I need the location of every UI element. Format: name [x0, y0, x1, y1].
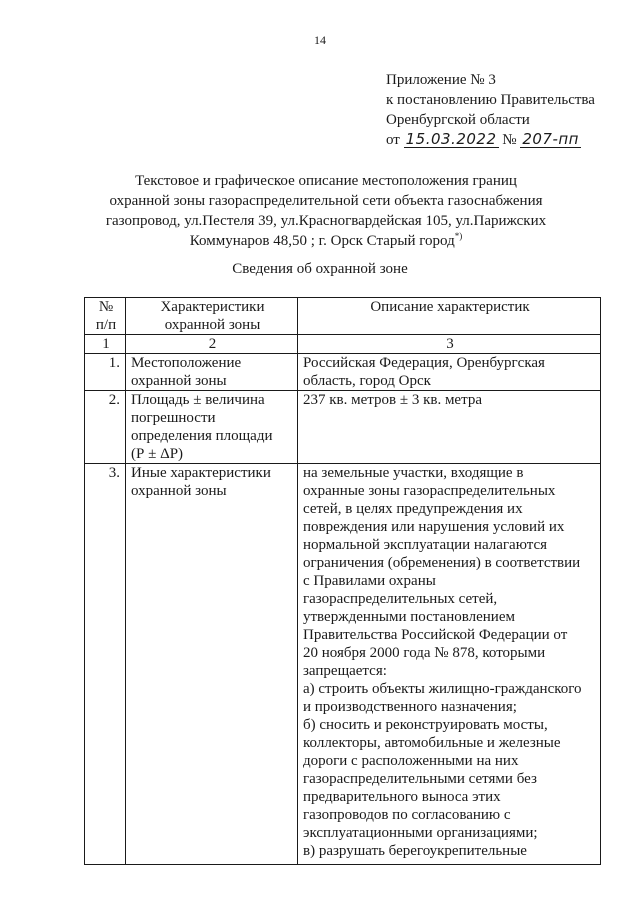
row-description: Российская Федерация, Оренбургская область, город Орск: [298, 354, 601, 391]
header-num: № п/п: [85, 298, 126, 335]
row-description: 237 кв. метров ± 3 кв. метра: [298, 391, 601, 464]
row-characteristic: Иные характеристики охранной зоны: [126, 464, 298, 865]
protection-zone-table: [84, 297, 601, 865]
row-number: 1.: [85, 354, 126, 391]
row-characteristic: Площадь ± величина погрешности определения площади (Р ± ΔР): [126, 391, 298, 464]
number-label: №: [502, 132, 517, 148]
row-number: 2.: [85, 391, 126, 464]
handwritten-date: 15.03.2022: [405, 130, 497, 148]
column-number-1: 1: [85, 335, 126, 354]
table-row: [85, 464, 601, 865]
appendix-line-1: Приложение № 3: [386, 72, 496, 88]
column-number-3: 3: [298, 335, 601, 354]
appendix-line-2: к постановлению Правительства: [386, 92, 595, 108]
page-number: 14: [314, 33, 326, 47]
row-characteristic: Местоположение охранной зоны: [126, 354, 298, 391]
appendix-line-3: Оренбургской области: [386, 112, 530, 128]
appendix-block: [386, 70, 595, 150]
title-line-3: газопровод, ул.Пестеля 39, ул.Красногвардейская 105, ул.Парижских: [105, 213, 547, 229]
from-label: от: [386, 132, 400, 148]
title-line-2: охранной зоны газораспределительной сети объекта газоснабжения: [109, 193, 543, 209]
table-row: [85, 391, 601, 464]
table-row: [85, 354, 601, 391]
column-number-row: [85, 335, 601, 354]
header-characteristics: Характеристики охранной зоны: [126, 298, 298, 335]
table-header-row: [85, 298, 601, 335]
title-line-4-text: Коммунаров 48,50 ; г. Орск Старый город: [189, 233, 455, 249]
footnote-mark: *): [454, 231, 463, 241]
header-description: Описание характеристик: [298, 298, 601, 335]
document-title: [96, 171, 556, 251]
appendix-date-line: [386, 130, 595, 150]
title-line-1: Текстовое и графическое описание местоположения границ: [135, 173, 517, 189]
row-description: на земельные участки, входящие в охранные зоны газораспределительных сетей, в целях предупреждения их повреждения или нарушения условий их нормальной эксплуатации налагаются ограничения (обременения) в соответствии с Правилами охраны газораспределительных сетей, утвержденными постановлением Правительства Российской Федерации от 20 ноября 2000 года № 878, которыми запрещается: а) строить объекты жилищно-гражданского и производственного назначения; б) сносить и реконструировать мосты, коллекторы, автомобильные и железные дороги с расположенными на них газораспределительными сетями без предварительного выноса этих газопроводов по согласованию с эксплуатационными организациями; в) разрушать берегоукрепительные: [298, 464, 601, 865]
handwritten-number: 207-пп: [522, 130, 579, 148]
title-line-4: [96, 231, 556, 251]
section-heading: Сведения об охранной зоне: [232, 261, 408, 277]
column-number-2: 2: [126, 335, 298, 354]
row-number: 3.: [85, 464, 126, 865]
